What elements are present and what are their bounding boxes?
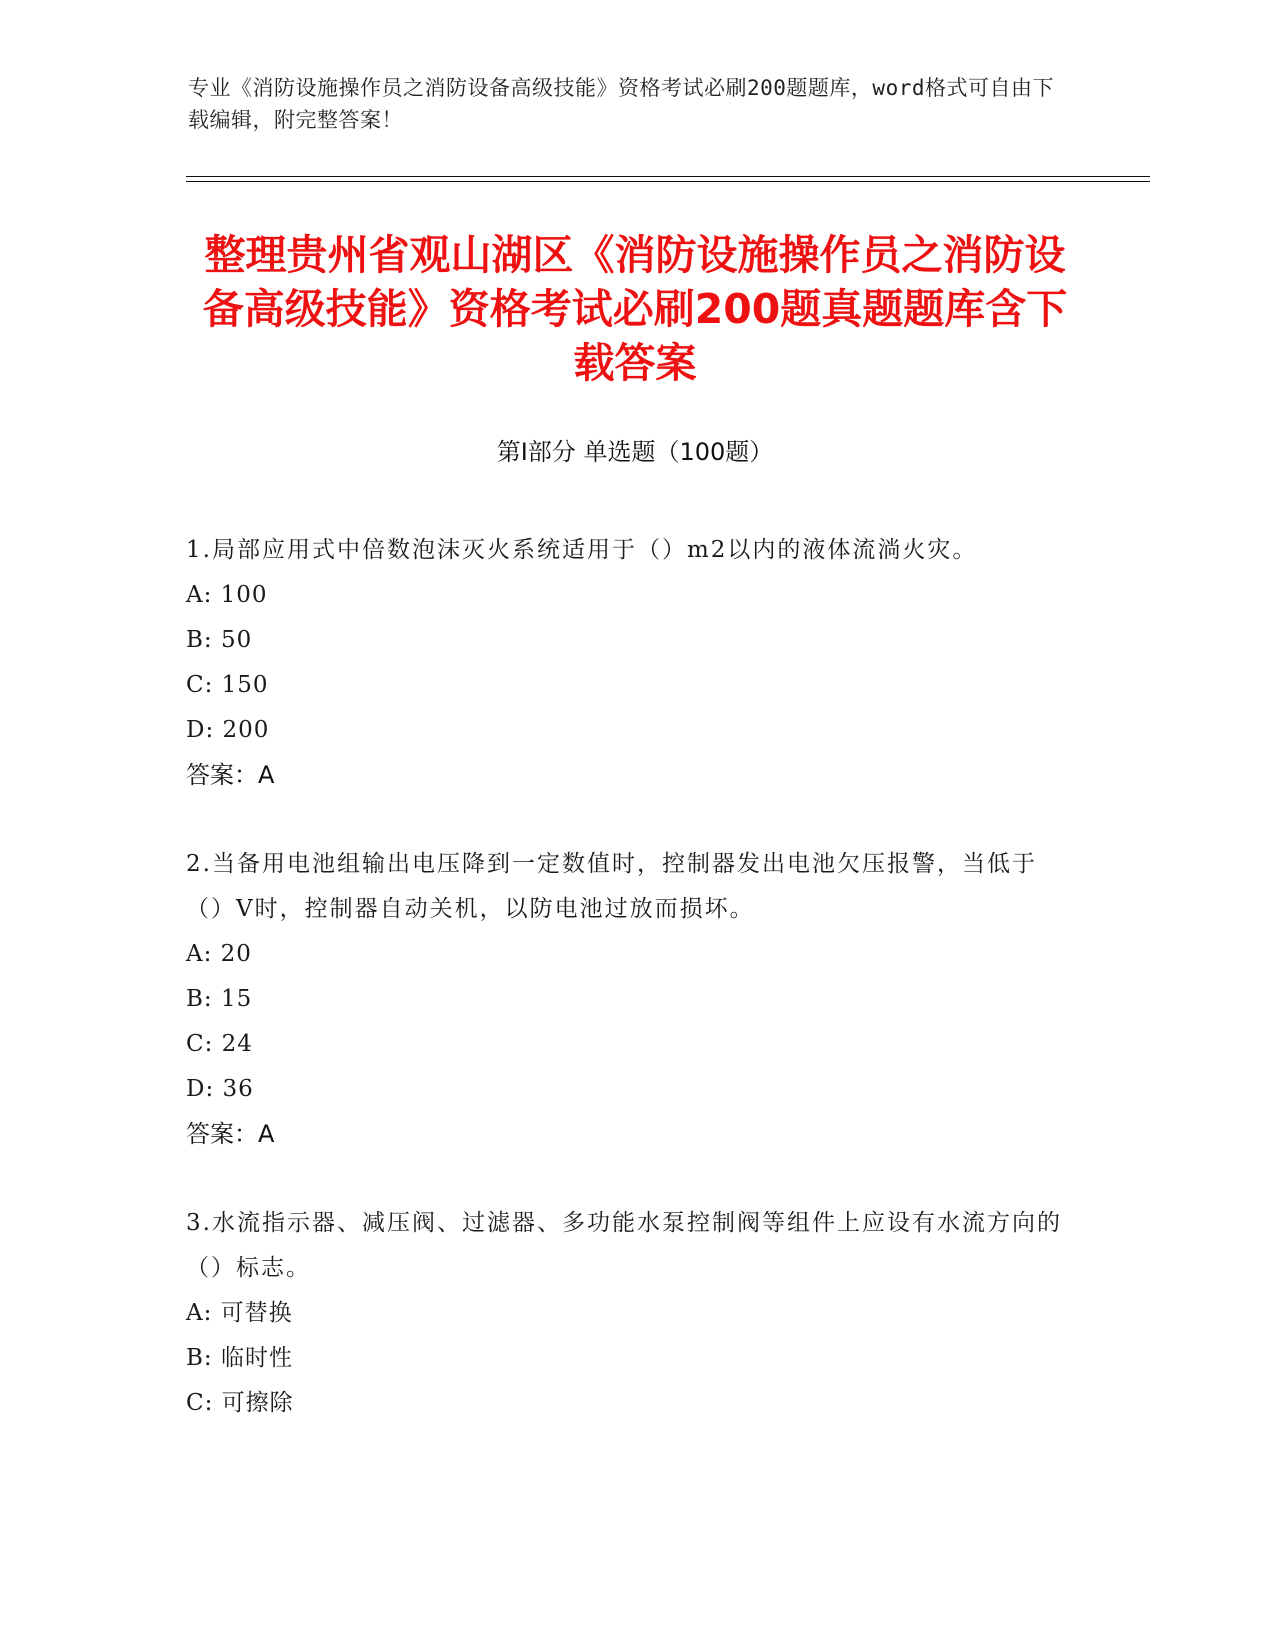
question-answer: 答案：A (186, 1120, 275, 1148)
header-divider-bottom (186, 181, 1150, 182)
question-option: D: 200 (186, 717, 270, 743)
question-item (186, 842, 1066, 1157)
question-stem: 1.局部应用式中倍数泡沫灭火系统适用于（）m2以内的液体流淌火灾。 (186, 537, 978, 563)
question-stem: 2.当备用电池组输出电压降到一定数值时，控制器发出电池欠压报警，当低于（）V时，控制器自动关机，以防电池过放而损坏。 (186, 851, 1037, 922)
question-option: D: 36 (186, 1076, 254, 1102)
question-option: A: 100 (186, 582, 268, 608)
header-note: 专业《消防设施操作员之消防设备高级技能》资格考试必刷200题题库，word格式可自由下载编辑，附完整答案！ (188, 76, 1054, 132)
section-title: 第Ⅰ部分 单选题（100题） (496, 438, 774, 466)
question-option: C: 24 (186, 1031, 253, 1057)
question-option: C: 150 (186, 672, 269, 698)
question-option: B: 临时性 (186, 1345, 293, 1371)
document-title: 整理贵州省观山湖区《消防设施操作员之消防设备高级技能》资格考试必刷200题真题题库含下载答案 (202, 231, 1068, 387)
question-item (186, 528, 1066, 798)
question-option: A: 可替换 (186, 1300, 293, 1326)
question-list (186, 528, 1066, 1470)
question-item (186, 1201, 1066, 1426)
question-stem: 3.水流指示器、减压阀、过滤器、多功能水泵控制阀等组件上应设有水流方向的（）标志。 (186, 1210, 1062, 1281)
question-option: A: 20 (186, 941, 252, 967)
header-divider-top (186, 176, 1150, 177)
question-option: B: 50 (186, 627, 253, 653)
question-option: B: 15 (186, 986, 253, 1012)
question-answer: 答案：A (186, 761, 275, 789)
question-option: C: 可擦除 (186, 1390, 294, 1416)
